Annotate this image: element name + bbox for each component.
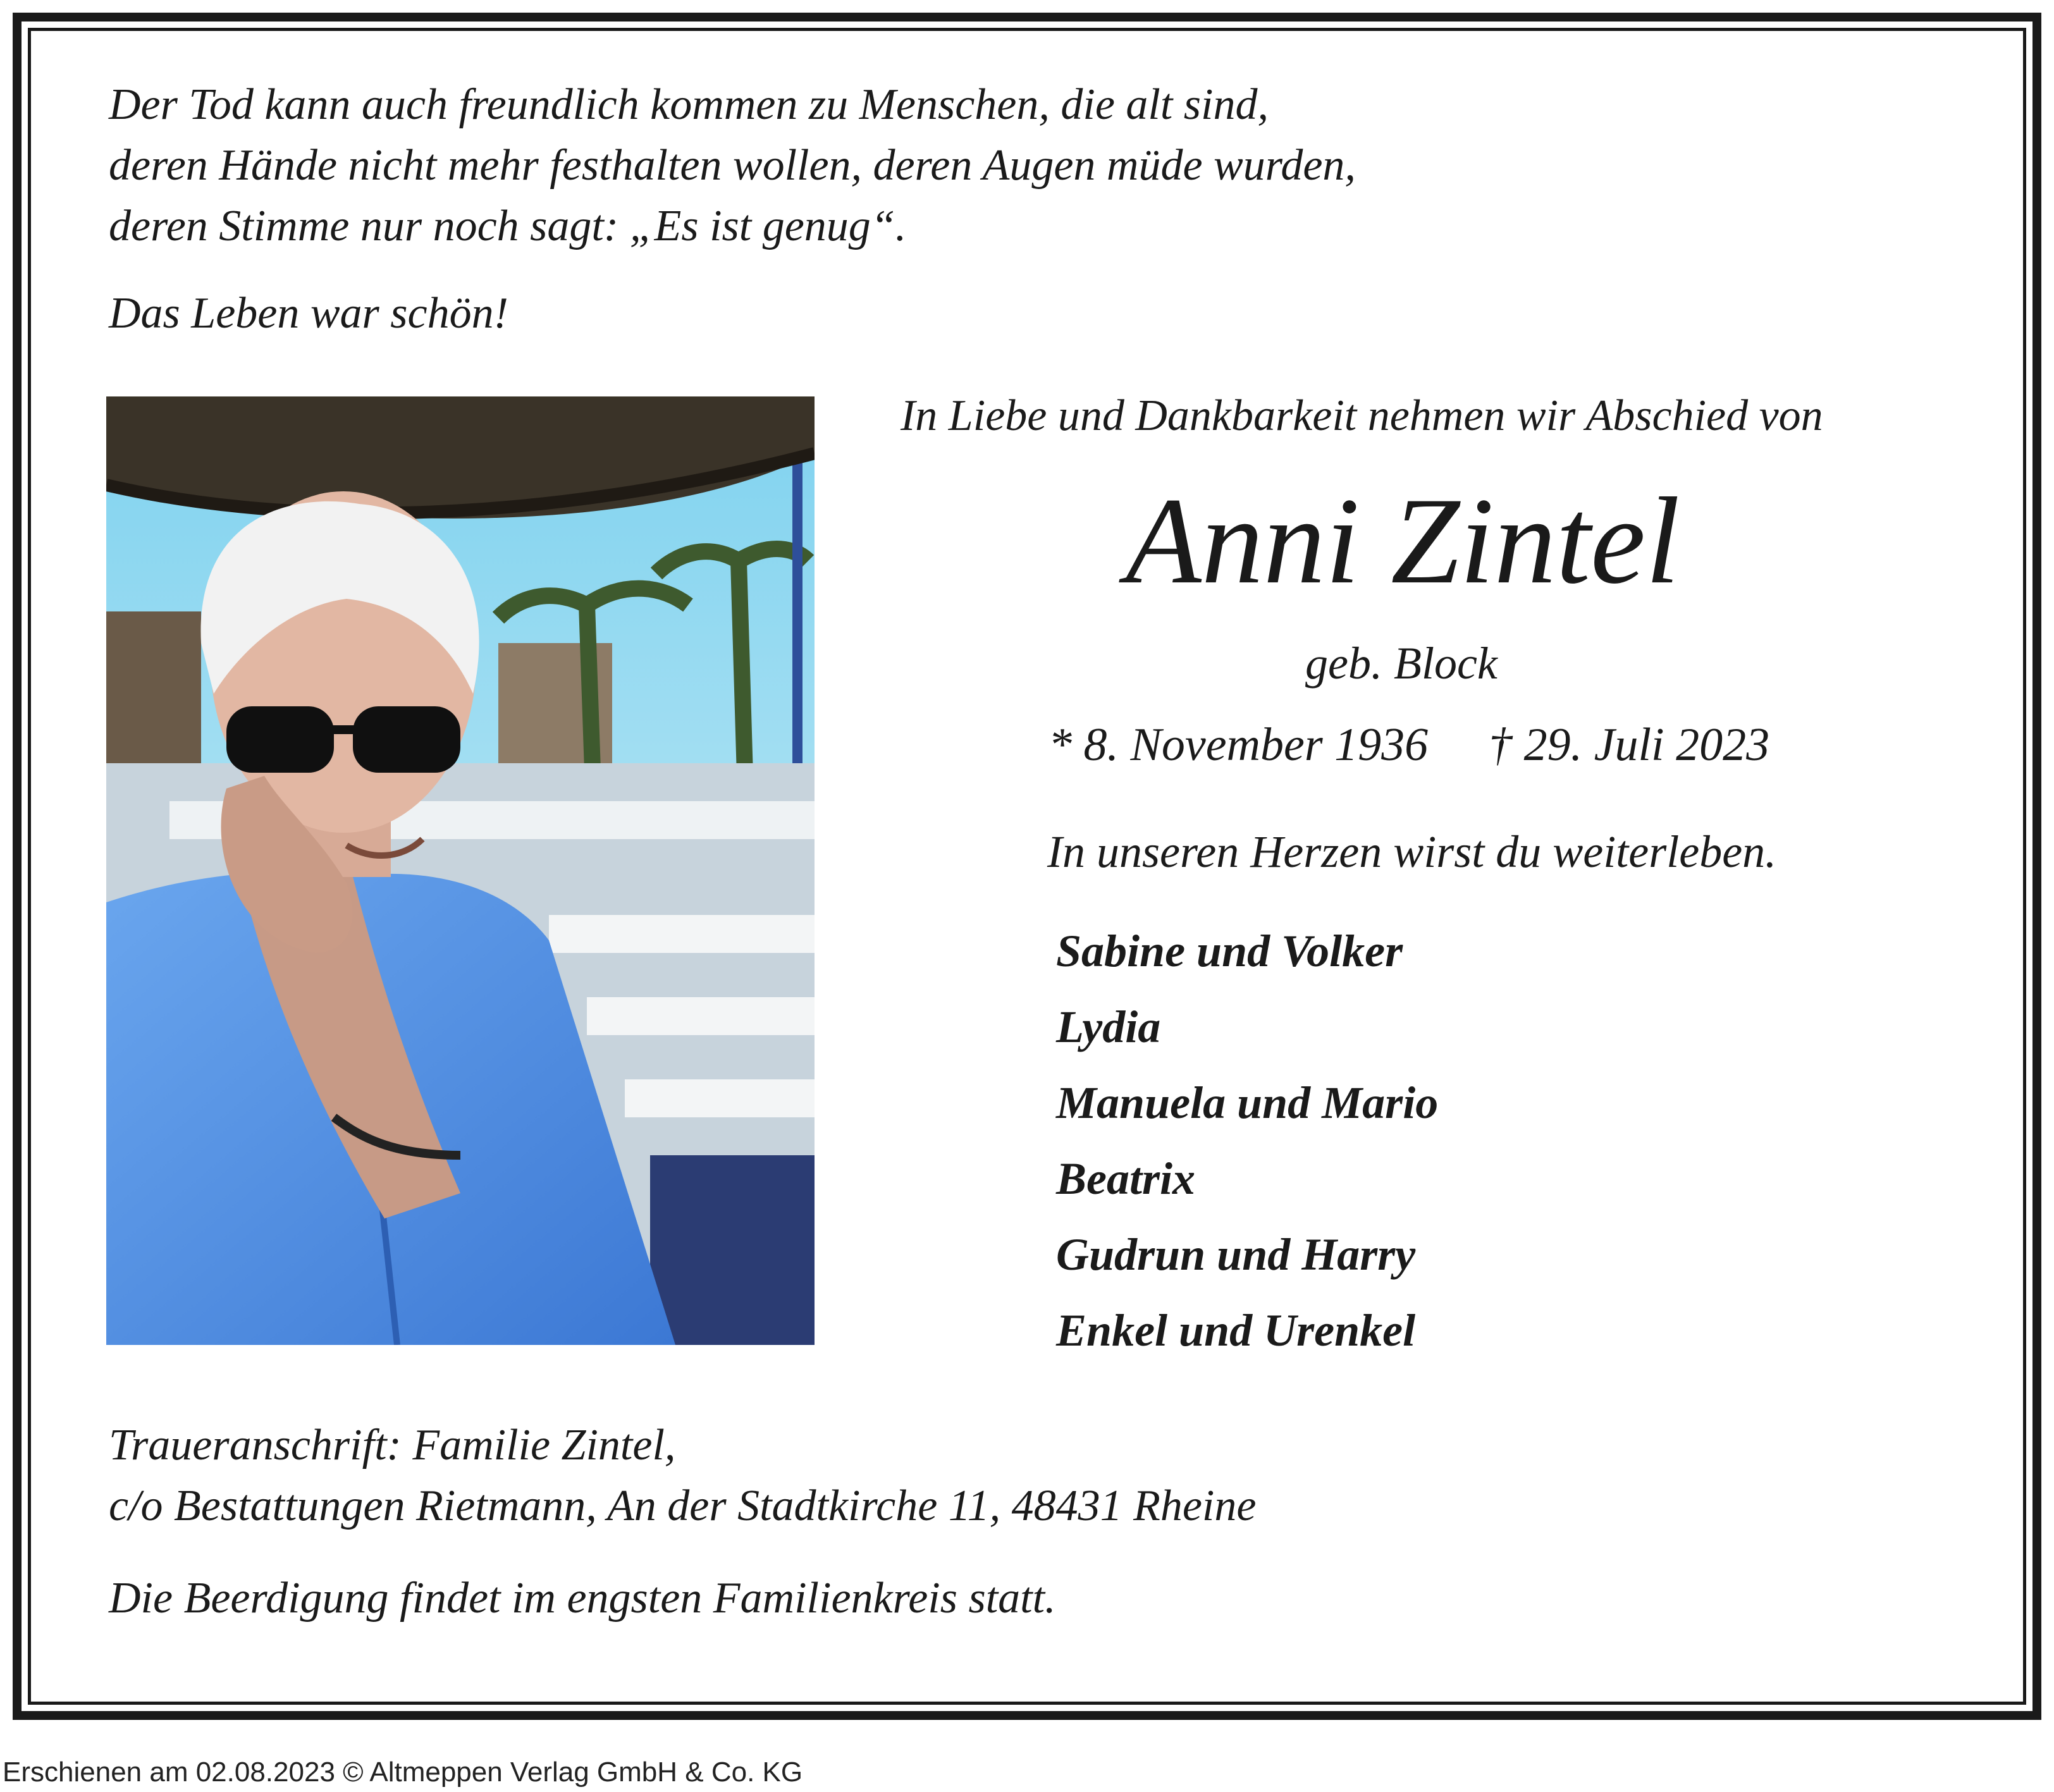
mourner-entry: Gudrun und Harry: [1056, 1229, 1416, 1280]
poem-line: deren Hände nicht mehr festhalten wollen, deren Augen müde wurden,: [109, 141, 1356, 190]
death-date: † 29. Juli 2023: [1489, 719, 1770, 771]
mourning-address: [109, 1415, 1256, 1537]
poem-closing: Das Leben war schön!: [109, 289, 508, 338]
address-line: c/o Bestattungen Rietmann, An der Stadtkirche 11, 48431 Rheine: [109, 1482, 1257, 1530]
publication-footer: Erschienen am 02.08.2023 © Altmeppen Verlag GmbH & Co. KG: [3, 1757, 803, 1788]
birth-name: geb. Block: [1305, 638, 1497, 689]
mourners-list: [1056, 913, 1438, 1368]
birth-date: * 8. November 1936: [1049, 719, 1429, 771]
poem-line: Der Tod kann auch freundlich kommen zu Menschen, die alt sind,: [109, 80, 1269, 129]
life-dates: [1049, 718, 1769, 772]
mourner-entry: Beatrix: [1056, 1153, 1196, 1204]
deceased-name: Anni Zintel: [1126, 472, 1680, 610]
poem: [109, 75, 1356, 257]
motto: In unseren Herzen wirst du weiterleben.: [1047, 826, 1777, 877]
address-line: Traueranschrift: Familie Zintel,: [109, 1421, 676, 1470]
portrait-photo: [106, 396, 815, 1345]
mourner-entry: Sabine und Volker: [1056, 926, 1403, 976]
mourner-entry: Lydia: [1056, 1002, 1161, 1052]
funeral-note: Die Beerdigung findet im engsten Familienkreis statt.: [109, 1574, 1056, 1623]
mourner-entry: Manuela und Mario: [1056, 1077, 1439, 1128]
farewell-intro: In Liebe und Dankbarkeit nehmen wir Abschied von: [901, 391, 1823, 440]
poem-line: deren Stimme nur noch sagt: „Es ist genug“.: [109, 202, 907, 250]
mourner-entry: Enkel und Urenkel: [1056, 1305, 1416, 1356]
